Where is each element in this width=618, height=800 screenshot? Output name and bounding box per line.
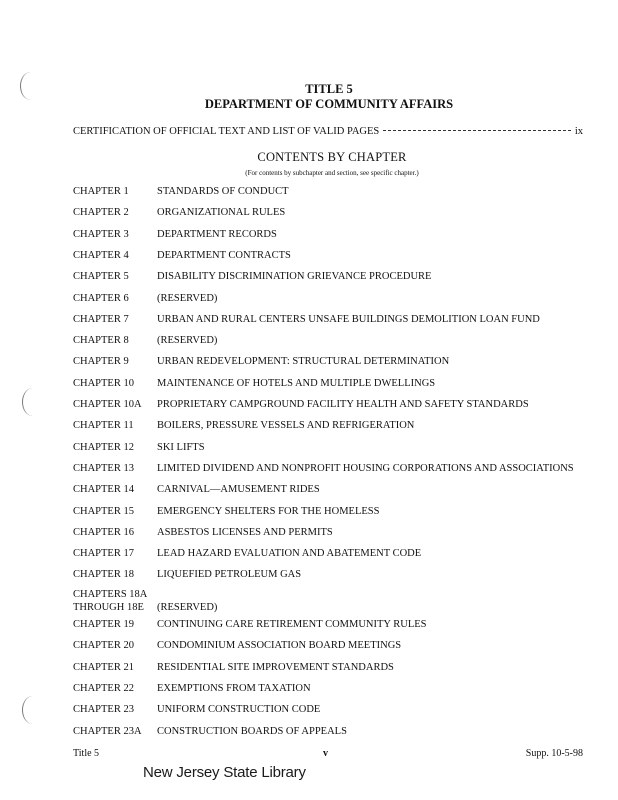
chapter-row <box>73 526 593 539</box>
chapter-number-line: CHAPTERS 18A <box>73 588 148 600</box>
footer-title: Title 5 <box>73 748 100 759</box>
chapter-number <box>73 441 157 454</box>
chapter-number-line: CHAPTER 6 <box>73 292 129 304</box>
chapter-number <box>73 355 157 368</box>
chapter-number <box>73 292 157 305</box>
chapter-number <box>73 249 157 262</box>
chapter-number-line: CHAPTER 8 <box>73 335 129 347</box>
chapter-name: LEAD HAZARD EVALUATION AND ABATEMENT CODE <box>157 548 422 560</box>
chapter-number-line: CHAPTER 20 <box>73 640 134 652</box>
chapter-number <box>73 206 157 219</box>
chapter-name: DISABILITY DISCRIMINATION GRIEVANCE PROCEDURE <box>157 271 432 283</box>
chapter-name: LIMITED DIVIDEND AND NONPROFIT HOUSING CORPORATIONS AND ASSOCIATIONS <box>157 462 574 474</box>
chapter-row <box>73 618 593 631</box>
chapter-row <box>73 588 593 614</box>
chapter-name: EXEMPTIONS FROM TAXATION <box>157 682 311 694</box>
chapter-row <box>73 682 593 695</box>
contents-heading: CONTENTS BY CHAPTER <box>257 150 407 164</box>
chapter-number <box>73 185 157 198</box>
chapter-row <box>73 703 593 716</box>
chapter-number <box>73 547 157 560</box>
chapter-row <box>73 228 593 241</box>
chapter-number-line: CHAPTER 4 <box>73 249 129 261</box>
chapter-name: BOILERS, PRESSURE VESSELS AND REFRIGERATION <box>157 420 415 432</box>
chapter-row <box>73 483 593 496</box>
chapter-row <box>73 206 593 219</box>
library-stamp: New Jersey State Library <box>143 764 306 781</box>
chapter-name: (RESERVED) <box>157 601 218 613</box>
chapter-number <box>73 483 157 496</box>
chapter-number-line: THROUGH 18E <box>73 601 144 613</box>
chapter-row <box>73 334 593 347</box>
punch-hole-mark <box>22 388 43 416</box>
chapter-name: DEPARTMENT RECORDS <box>157 228 277 240</box>
chapter-name: ASBESTOS LICENSES AND PERMITS <box>157 526 333 538</box>
chapter-number-line: CHAPTER 21 <box>73 661 134 673</box>
leader-dots <box>383 130 571 131</box>
chapter-number <box>73 661 157 674</box>
chapter-number-line: CHAPTER 1 <box>73 186 129 197</box>
chapter-name: CONDOMINIUM ASSOCIATION BOARD MEETINGS <box>157 640 402 652</box>
chapter-row <box>73 292 593 305</box>
chapter-number <box>73 398 157 411</box>
chapter-name: CONTINUING CARE RETIREMENT COMMUNITY RULES <box>157 619 427 630</box>
chapter-number <box>73 270 157 283</box>
title-name: DEPARTMENT OF COMMUNITY AFFAIRS <box>204 97 454 111</box>
chapter-name: EMERGENCY SHELTERS FOR THE HOMELESS <box>157 505 380 517</box>
chapter-number <box>73 419 157 432</box>
chapter-number-line: CHAPTER 11 <box>73 420 134 432</box>
chapter-number-line: CHAPTER 10 <box>73 377 134 389</box>
supplement-date: Supp. 10-5-98 <box>525 748 583 759</box>
chapter-number-line: CHAPTER 23A <box>73 725 142 737</box>
chapter-number-line: CHAPTER 9 <box>73 356 129 368</box>
chapter-row <box>73 568 593 581</box>
chapter-row <box>73 355 593 368</box>
chapter-name: UNIFORM CONSTRUCTION CODE <box>157 704 321 716</box>
chapter-number-line: CHAPTER 15 <box>73 505 134 517</box>
chapter-row <box>73 661 593 674</box>
certification-line <box>73 126 583 137</box>
chapter-row <box>73 398 593 411</box>
chapter-row <box>73 185 593 198</box>
chapter-name: DEPARTMENT CONTRACTS <box>157 249 291 261</box>
chapter-number-line: CHAPTER 2 <box>73 207 129 219</box>
chapter-number-line: CHAPTER 17 <box>73 548 134 560</box>
chapter-name: CARNIVAL—AMUSEMENT RIDES <box>157 484 320 496</box>
chapter-number <box>73 639 157 652</box>
chapter-name: URBAN AND RURAL CENTERS UNSAFE BUILDINGS DEMOLITION LOAN FUND <box>157 313 540 325</box>
chapter-row <box>73 249 593 262</box>
chapter-name: (RESERVED) <box>157 335 218 347</box>
chapter-number-line: CHAPTER 14 <box>73 484 134 496</box>
chapter-row <box>73 547 593 560</box>
chapter-number <box>73 618 157 631</box>
chapter-number-line: CHAPTER 23 <box>73 704 134 716</box>
chapter-row <box>73 270 593 283</box>
chapter-number <box>73 588 157 614</box>
chapter-number-line: CHAPTER 5 <box>73 271 129 283</box>
chapter-row <box>73 639 593 652</box>
chapter-number-line: CHAPTER 10A <box>73 399 142 410</box>
chapter-name: (RESERVED) <box>157 292 218 304</box>
chapter-name: PROPRIETARY CAMPGROUND FACILITY HEALTH AND SAFETY STANDARDS <box>157 399 529 410</box>
chapter-number <box>73 682 157 695</box>
chapter-number <box>73 228 157 241</box>
chapter-row <box>73 462 593 475</box>
chapter-number-line: CHAPTER 12 <box>73 441 134 453</box>
chapter-name: CONSTRUCTION BOARDS OF APPEALS <box>157 725 347 737</box>
chapter-number <box>73 505 157 518</box>
chapter-number <box>73 334 157 347</box>
chapter-number <box>73 568 157 581</box>
chapter-row <box>73 313 593 326</box>
chapter-row <box>73 377 593 390</box>
chapter-name: SKI LIFTS <box>157 441 205 453</box>
chapter-number-line: CHAPTER 19 <box>73 619 134 630</box>
chapter-row <box>73 505 593 518</box>
chapter-number-line: CHAPTER 22 <box>73 682 134 694</box>
chapter-number <box>73 377 157 390</box>
chapter-name: STANDARDS OF CONDUCT <box>157 186 289 197</box>
chapter-number <box>73 526 157 539</box>
chapter-number-line: CHAPTER 3 <box>73 228 129 240</box>
punch-hole-mark <box>22 696 43 724</box>
contents-note: (For contents by subchapter and section, see specific chapter.) <box>245 169 419 177</box>
chapter-row <box>73 419 593 432</box>
chapter-row <box>73 441 593 454</box>
chapter-name: MAINTENANCE OF HOTELS AND MULTIPLE DWELLINGS <box>157 377 436 389</box>
chapter-number <box>73 313 157 326</box>
title-block <box>0 82 618 112</box>
certification-page: ix <box>574 126 583 137</box>
chapter-number <box>73 462 157 475</box>
title-number: TITLE 5 <box>305 82 353 96</box>
page-number: v <box>323 748 328 759</box>
chapter-number <box>73 725 157 738</box>
chapter-name: LIQUEFIED PETROLEUM GAS <box>157 569 302 581</box>
chapter-number-line: CHAPTER 13 <box>73 462 134 474</box>
chapter-row <box>73 725 593 738</box>
chapter-number-line: CHAPTER 7 <box>73 313 129 325</box>
chapter-number <box>73 703 157 716</box>
chapter-number-line: CHAPTER 16 <box>73 526 134 538</box>
chapter-name: RESIDENTIAL SITE IMPROVEMENT STANDARDS <box>157 661 394 673</box>
chapter-name: URBAN REDEVELOPMENT: STRUCTURAL DETERMINATION <box>157 356 450 368</box>
chapter-name: ORGANIZATIONAL RULES <box>157 207 286 219</box>
certification-text: CERTIFICATION OF OFFICIAL TEXT AND LIST OF VALID PAGES <box>73 126 380 137</box>
chapter-number-line: CHAPTER 18 <box>73 569 134 581</box>
